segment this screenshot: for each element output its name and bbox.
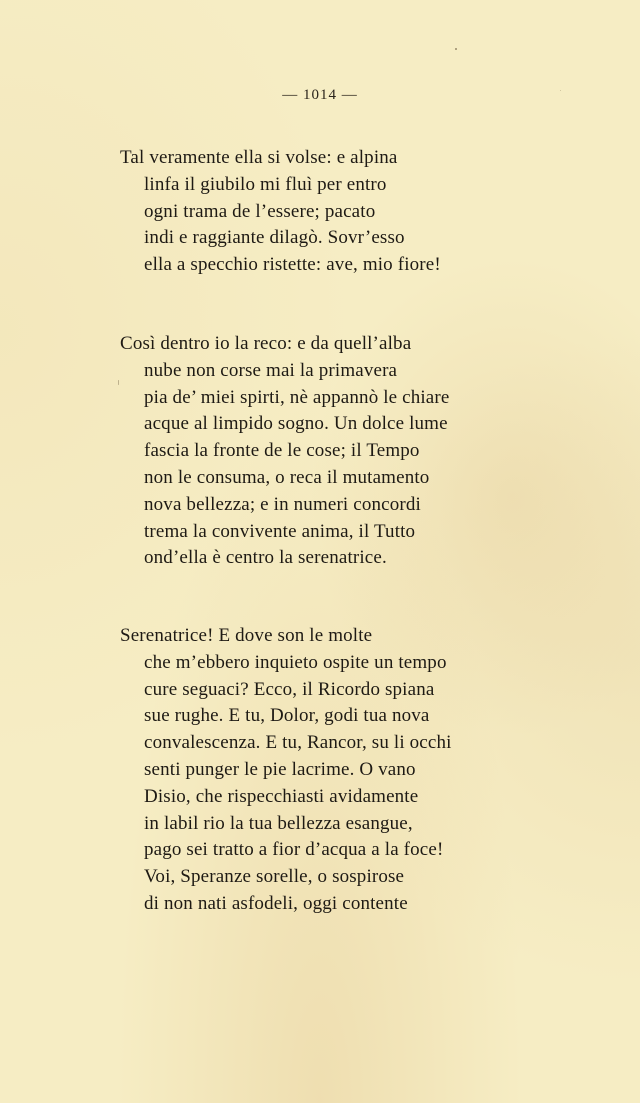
- verse-line: in labil rio la tua bellezza esangue,: [144, 812, 413, 834]
- paper-speck: [118, 380, 119, 385]
- verse-line: Così dentro io la reco: e da quell’alba: [120, 333, 412, 354]
- stanza-3: [120, 623, 600, 918]
- page-number: — 1014 —: [282, 87, 358, 103]
- verse-line: indi e raggiante dilagò. Sovr’esso: [144, 227, 405, 249]
- verse-line: pia de’ miei spirti, nè appannò le chiare: [144, 386, 450, 408]
- verse-line: pago sei tratto a fior d’acqua a la foce!: [144, 839, 444, 861]
- verse-line: Voi, Speranze sorelle, o sospirose: [144, 866, 405, 888]
- verse-line: linfa il giubilo mi fluì per entro: [144, 173, 387, 195]
- stanza-2: [120, 331, 600, 572]
- verse-line: ogni trama de l’essere; pacato: [144, 200, 376, 222]
- verse-line: non le consuma, o reca il mutamento: [144, 466, 430, 488]
- verse-line: che m’ebbero inquieto ospite un tempo: [144, 651, 447, 673]
- verse-line: cure seguaci? Ecco, il Ricordo spiana: [144, 678, 435, 700]
- verse-line: convalescenza. E tu, Rancor, su li occhi: [144, 732, 452, 754]
- verse-line: ella a specchio ristette: ave, mio fiore!: [144, 254, 441, 276]
- verse-line: Disio, che rispecchiasti avidamente: [144, 785, 419, 807]
- verse-line: acque al limpido sogno. Un dolce lume: [144, 413, 448, 435]
- verse-line: di non nati asfodeli, oggi contente: [144, 892, 408, 914]
- verse-line: nube non corse mai la primavera: [144, 359, 398, 381]
- paper-speck: [455, 48, 457, 50]
- verse-line: nova bellezza; e in numeri concordi: [144, 493, 421, 515]
- verse-line: trema la convivente anima, il Tutto: [144, 520, 416, 542]
- verse-line: fascia la fronte de le cose; il Tempo: [144, 440, 420, 462]
- verse-line: senti punger le pie lacrime. O vano: [144, 758, 416, 780]
- paper-speck: [560, 90, 561, 91]
- verse-line: Serenatrice! E dove son le molte: [120, 625, 373, 646]
- verse-line: Tal veramente ella si volse: e alpina: [120, 147, 398, 168]
- stanza-1: [120, 145, 600, 279]
- verse-line: ond’ella è centro la serenatrice.: [144, 547, 387, 569]
- verse-line: sue rughe. E tu, Dolor, godi tua nova: [144, 705, 430, 727]
